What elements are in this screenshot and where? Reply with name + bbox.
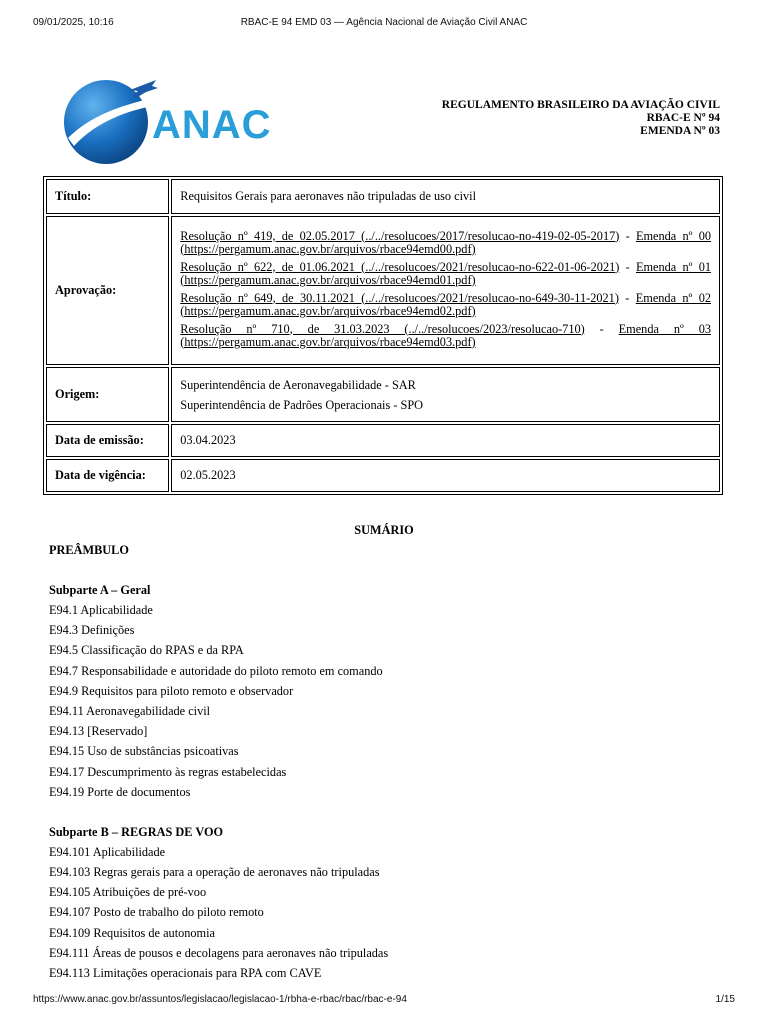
toc-item[interactable]: E94.103 Regras gerais para a operação de aeronaves não tripuladas [49, 865, 380, 880]
row-emissao [46, 424, 720, 457]
toc-item[interactable]: E94.1 Aplicabilidade [49, 603, 153, 617]
toc-item[interactable]: E94.5 Classificação do RPAS e da RPA [49, 643, 244, 658]
amendment-link[interactable]: Emenda nº 00 (https://pergamum.anac.gov.br/arquivos/rbace94emd00.pdf) [180, 228, 712, 256]
regulation-title: REGULAMENTO BRASILEIRO DA AVIAÇÃO CIVIL [441, 99, 720, 111]
approval-separator: - [584, 321, 619, 336]
print-header [0, 17, 768, 31]
toc-item[interactable]: E94.11 Aeronavegabilidade civil [49, 703, 211, 718]
aprovacao-label: Aprovação: [46, 216, 169, 365]
toc-item[interactable]: E94.15 Uso de substâncias psicoativas [49, 744, 239, 759]
row-aprovacao [46, 216, 720, 365]
anac-logo [60, 76, 295, 166]
amendment-link[interactable]: Emenda nº 03 (https://pergamum.anac.gov.br/arquivos/rbace94emd03.pdf) [180, 321, 711, 349]
origem-label: Origem: [46, 367, 169, 422]
toc-item[interactable]: E94.9 Requisitos para piloto remoto e observador [49, 683, 294, 698]
toc-item[interactable]: E94.109 Requisitos de autonomia [49, 925, 215, 940]
regulation-info-table [43, 176, 723, 495]
subparte-b-heading[interactable]: Subparte B – REGRAS DE VOO [49, 824, 224, 839]
approval-separator: - [619, 228, 636, 243]
resolution-link[interactable]: Resolução nº 710, de 31.03.2023 (../../resolucoes/2023/resolucao-710) [180, 321, 585, 336]
toc-item[interactable]: E94.13 [Reservado] [49, 724, 148, 739]
print-title: RBAC-E 94 EMD 03 — Agência Nacional de Aviação Civil ANAC [240, 17, 528, 28]
origem-value [171, 367, 720, 422]
approval-item [180, 261, 711, 287]
toc-item[interactable]: E94.113 Limitações operacionais para RPA com CAVE [49, 966, 322, 980]
aprovacao-value [171, 216, 720, 365]
toc-item[interactable]: E94.17 Descumprimento às regras estabelecidas [49, 764, 287, 779]
toc-item[interactable]: E94.19 Porte de documentos [49, 784, 191, 799]
toc-item[interactable]: E94.111 Áreas de pousos e decolagens para aeronaves não tripuladas [49, 945, 389, 960]
print-footer [0, 994, 768, 1008]
preambulo-link[interactable]: PREÂMBULO [49, 543, 129, 557]
vigencia-value: 02.05.2023 [171, 459, 720, 492]
regulation-code: RBAC-E Nº 94 [646, 112, 720, 124]
amendment-link[interactable]: Emenda nº 02 (https://pergamum.anac.gov.br/arquivos/rbace94emd02.pdf) [180, 290, 712, 318]
table-of-contents [49, 543, 729, 986]
row-origem [46, 367, 720, 422]
emissao-label: Data de emissão: [46, 424, 169, 457]
resolution-link[interactable]: Resolução nº 419, de 02.05.2017 (../../resolucoes/2017/resolucao-no-419-02-05-2017) [180, 228, 620, 243]
toc-spacer [49, 805, 729, 825]
print-datetime: 09/01/2025, 10:16 [33, 17, 114, 28]
origem-line: Superintendência de Aeronavegabilidade - SAR [180, 377, 416, 392]
toc-spacer [49, 563, 729, 583]
approval-separator: - [618, 290, 636, 305]
emissao-value: 03.04.2023 [171, 424, 720, 457]
toc-item[interactable]: E94.7 Responsabilidade e autoridade do piloto remoto em comando [49, 663, 383, 678]
regulation-amendment: EMENDA Nº 03 [640, 125, 720, 137]
page-number: 1/15 [715, 994, 735, 1005]
print-url: https://www.anac.gov.br/assuntos/legislacao/legislacao-1/rbha-e-rbac/rbac/rbac-e-94 [33, 994, 407, 1005]
titulo-value: Requisitos Gerais para aeronaves não tripuladas de uso civil [171, 179, 720, 214]
logo-text: ANAC [152, 103, 272, 147]
approval-item [180, 292, 711, 318]
sumario-title: SUMÁRIO [354, 523, 414, 537]
toc-item[interactable]: E94.105 Atribuições de pré-voo [49, 885, 207, 900]
approval-separator: - [619, 259, 636, 274]
titulo-label: Título: [46, 179, 169, 214]
amendment-link[interactable]: Emenda nº 01 (https://pergamum.anac.gov.br/arquivos/rbace94emd01.pdf) [180, 259, 712, 287]
row-vigencia [46, 459, 720, 492]
approval-item [180, 230, 711, 256]
row-titulo [46, 179, 720, 214]
origem-line: Superintendência de Padrões Operacionais - SPO [180, 397, 424, 412]
subparte-a-heading[interactable]: Subparte A – Geral [49, 583, 151, 597]
toc-item[interactable]: E94.3 Definições [49, 623, 135, 638]
toc-item[interactable]: E94.107 Posto de trabalho do piloto remoto [49, 905, 264, 920]
toc-item[interactable]: E94.101 Aplicabilidade [49, 844, 166, 859]
regulation-header [442, 99, 720, 138]
vigencia-label: Data de vigência: [46, 459, 169, 492]
resolution-link[interactable]: Resolução nº 622, de 01.06.2021 (../../resolucoes/2021/resolucao-no-622-01-06-2021) [180, 259, 620, 274]
approval-item [180, 323, 711, 349]
resolution-link[interactable]: Resolução nº 649, de 30.11.2021 (../../resolucoes/2021/resolucao-no-649-30-11-2021) [180, 290, 619, 305]
